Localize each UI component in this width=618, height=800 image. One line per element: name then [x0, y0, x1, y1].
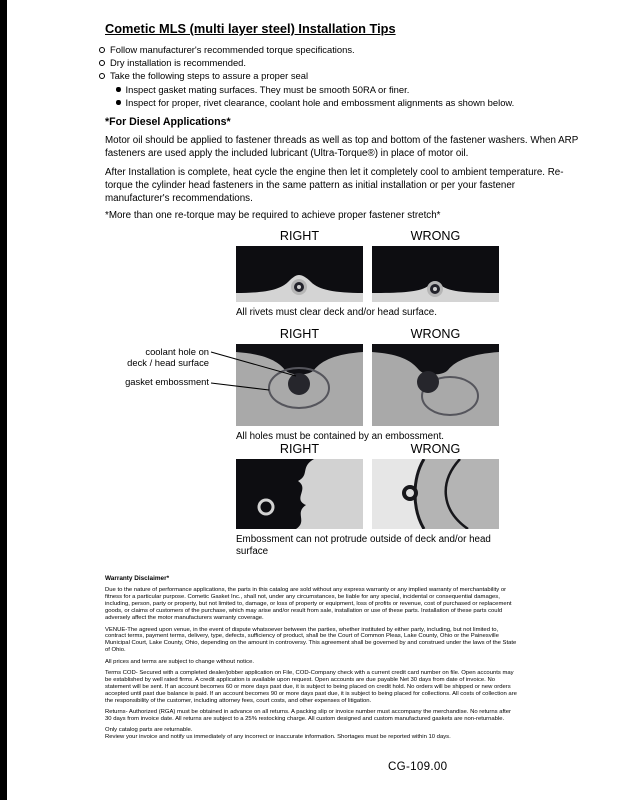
disclaimer-paragraph: VENUE-The agreed upon venue, in the event of dispute whatsoever between the parties, whether instituted by either party, including, but not limited to, contract terms, payment terms, delivery, type, defects, sufficiency of product, shall be the Court of Common Pleas, Lake County, Ohio or the Painesville Municipal Court, Lake County, Ohio, depending on the amount in controversy. This agreement shall be governed by and construed under the laws of the State of Ohio.	[105, 626, 517, 654]
right-label: RIGHT	[279, 229, 320, 243]
wrong-label: WRONG	[410, 229, 461, 243]
tip-text: Inspect for proper, rivet clearance, coolant hole and embossment alignments as shown below.	[125, 96, 515, 108]
bullet-icon	[116, 87, 121, 92]
label-line: deck / head surface	[127, 357, 209, 369]
diagram-row-embossment-protrusion	[236, 442, 506, 558]
diesel-paragraph-2: After Installation is complete, heat cycle the engine then let it completely cool to ambient temperature. Re-torque the cylinder head fasteners in the same pattern as initial installation or per your fastener manufacturer's recommendations.	[105, 167, 564, 204]
list-item	[99, 57, 589, 69]
diagram-pair	[236, 229, 499, 302]
diagram-wrong-column	[372, 229, 499, 302]
tip-text: Inspect gasket mating surfaces. They must be smooth 50RA or finer.	[125, 83, 410, 95]
protrusion-right-image	[236, 459, 363, 529]
diagram-row-rivets	[236, 229, 499, 319]
hole-contained-right-image	[236, 344, 363, 426]
disclaimer-paragraph: Terms COD- Secured with a completed dealer/jobber application on File, COD-Company check with a current credit card number on file. Open accounts may be established by well rated firms. A credit application is available upon request. Open accounts are due payable Net 30 days from date of invoice. No statement will be sent. If an account becomes 60 or more days past due, it is subject to being placed on credit hold. No orders will be shipped or new orders accepted until past due balance is paid. If an account becomes 90 or more days past due, it is subject to being placed for collections. All costs of collection are the responsibility of the customer, including attorney fees, court costs, and other expenses of litigation.	[105, 670, 517, 704]
disclaimer-paragraph: Returns- Authorized (RGA) must be obtained in advance on all returns. A packing slip or invoice number must accompany the merchandise. No returns after 30 days from invoice date. All returns are subject to a 25% restocking charge. All custom designed and custom manufactured gaskets are non-returnable.	[105, 709, 512, 722]
rivet-clearance-right-image	[236, 246, 363, 302]
page-title: Cometic MLS (multi layer steel) Installation Tips	[105, 21, 396, 36]
list-item	[99, 70, 589, 82]
left-edge-bar	[0, 0, 7, 800]
diagram-wrong-column	[372, 442, 499, 529]
right-label: RIGHT	[279, 327, 320, 341]
diagram-wrong-column	[372, 327, 499, 426]
diagram-row-embossment-containment	[236, 327, 499, 443]
diagram-right-column	[236, 229, 363, 302]
disclaimer-paragraph: All prices and terms are subject to change without notice.	[105, 658, 254, 665]
open-bullet-icon	[99, 47, 105, 53]
disclaimer-paragraph: Only catalog parts are returnable.	[105, 727, 193, 734]
diagram-right-column	[236, 327, 363, 426]
list-item	[99, 44, 589, 56]
bullet-icon	[116, 100, 121, 105]
tips-list	[99, 44, 589, 110]
tip-text: Follow manufacturer's recommended torque specifications.	[110, 44, 355, 55]
list-item	[116, 97, 589, 109]
disclaimer-paragraph: Review your invoice and notify us immediately of any incorrect or inaccurate information. Shortages must be reported within 10 days.	[105, 734, 451, 741]
disclaimer-heading: Warranty Disclaimer*	[105, 575, 170, 582]
right-label: RIGHT	[279, 442, 320, 456]
coolant-hole-pointer-label	[97, 346, 209, 368]
retorque-note: *More than one re-torque may be required to achieve proper fastener stretch*	[105, 210, 441, 221]
label-line: coolant hole on	[145, 346, 209, 357]
diagram-pair	[236, 327, 499, 426]
diagram-caption: All holes must be contained by an embossment.	[236, 431, 445, 442]
wrong-label: WRONG	[410, 442, 461, 456]
diagram-caption: Embossment can not protrude outside of deck and/or head surface	[236, 534, 491, 558]
diagram-caption: All rivets must clear deck and/or head surface.	[236, 307, 437, 318]
tip-text: Take the following steps to assure a proper seal	[110, 70, 309, 82]
hole-contained-wrong-image	[372, 344, 499, 426]
warranty-disclaimer	[105, 575, 517, 746]
protrusion-wrong-image	[372, 459, 499, 529]
diagram-right-column	[236, 442, 363, 529]
list-item	[116, 84, 589, 96]
page-code: CG-109.00	[388, 760, 448, 773]
rivet-clearance-wrong-image	[372, 246, 499, 302]
wrong-label: WRONG	[410, 327, 461, 341]
diesel-heading: *For Diesel Applications*	[105, 116, 231, 128]
diagram-pair	[236, 442, 506, 529]
gasket-embossment-pointer-label: gasket embossment	[125, 376, 209, 387]
open-bullet-icon	[99, 73, 105, 79]
diesel-paragraph-1: Motor oil should be applied to fastener threads as well as top and bottom of the fastener washers. When ARP fasteners are used apply the included lubricant (Ultra-Torque®) in place of motor oil.	[105, 135, 579, 159]
tip-text: Dry installation is recommended.	[110, 57, 246, 69]
disclaimer-paragraph: Due to the nature of performance applications, the parts in this catalog are sold without any express warranty or any implied warranty of merchantability or fitness for a particular purpose. Cometic Gasket Inc., shall not, under any circumstances, be liable for any special, incidental or consequential damages, including, person, party or property, but not limited to, damage, or loss of property or equipment, loss of profits or revenue, cost of purchased or replacement goods, or claims of customers of the purchase, which may arise and/or result from sale, installation or use of these parts. Installation of these parts could adversely affect the motor manufacturers warranty coverage.	[105, 587, 512, 622]
open-bullet-icon	[99, 60, 105, 66]
